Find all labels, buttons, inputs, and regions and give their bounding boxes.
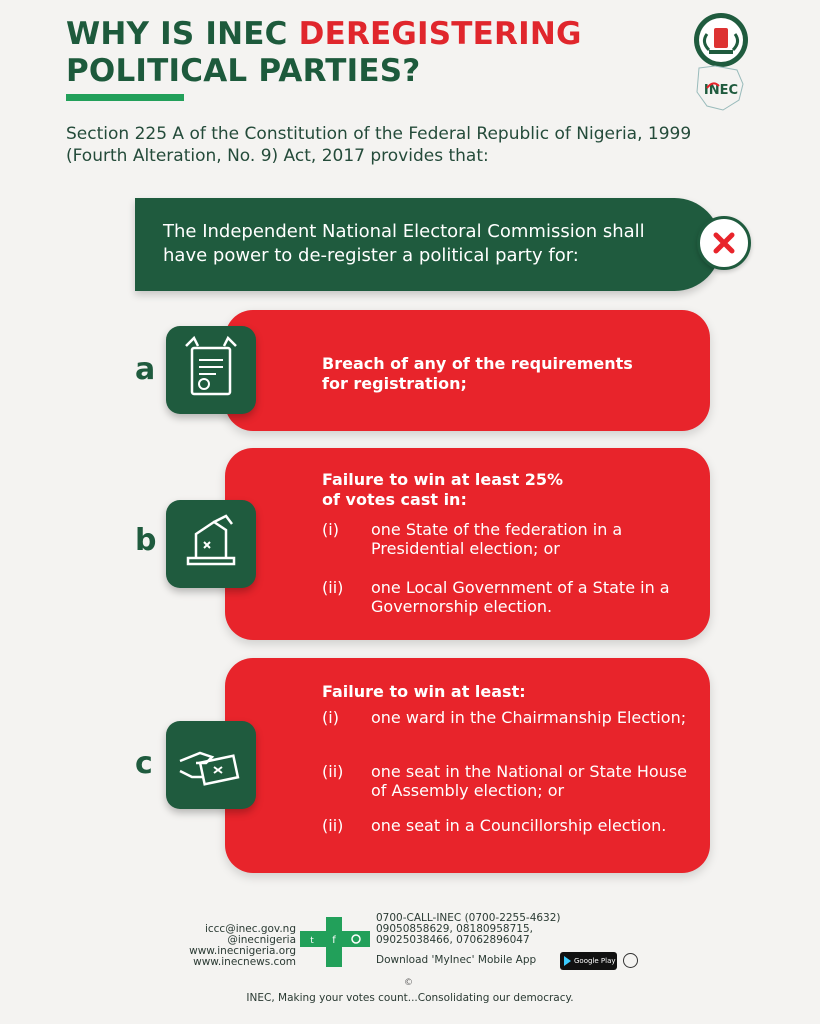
footer-handle[interactable]: @inecnigeria — [227, 934, 296, 946]
ballot-box-icon — [166, 500, 256, 588]
blackberry-icon[interactable] — [623, 953, 638, 968]
title-line1-prefix: WHY IS INEC — [66, 16, 299, 52]
item-b-letter: b — [135, 523, 157, 558]
title-underline — [66, 94, 184, 101]
download-app-text: Download 'MyInec' Mobile App — [376, 954, 537, 966]
item-b-sub-2-num: (ii) — [322, 578, 344, 597]
social-cross-icon — [300, 917, 370, 967]
svg-text:INEC: INEC — [703, 83, 739, 98]
item-b-sub-1-text: one State of the federation in a Presidential election; or — [371, 520, 623, 558]
item-a-heading: Breach of any of the requirements for registration; — [322, 354, 633, 393]
item-c-card — [225, 658, 710, 873]
item-c-sub-1-num: (i) — [322, 708, 339, 727]
title-line2: POLITICAL PARTIES? — [66, 53, 421, 89]
title-line1-accent: DEREGISTERING — [298, 16, 582, 52]
item-a-card — [225, 310, 710, 431]
inec-logo — [685, 10, 757, 122]
footer-contacts — [160, 924, 296, 968]
intro-text: Section 225 A of the Constitution of the Federal Republic of Nigeria, 1999 (Fourth Alteration, No. 9) Act, 2017 provides that: — [66, 124, 692, 166]
power-statement-text: The Independent National Electoral Commission shall have power to de-register a political party for: — [163, 221, 645, 266]
item-b-card — [225, 448, 710, 640]
power-statement-banner — [135, 198, 721, 291]
footer-phone-line-1: 0700-CALL-INEC (0700-2255-4632) — [376, 912, 561, 924]
play-store-icon — [564, 956, 571, 966]
google-play-badge[interactable] — [560, 952, 617, 970]
item-c-sub-3-num: (ii) — [322, 816, 344, 835]
footer-phone-line-2: 09050858629, 08180958715, — [376, 923, 533, 935]
coat-of-arms-icon — [685, 10, 757, 122]
page-title — [66, 16, 666, 90]
item-c-sub-1-text: one ward in the Chairmanship Election; — [371, 708, 687, 727]
item-c-sub-2-text: one seat in the National or State House of Assembly election; or — [371, 762, 688, 800]
footer-website-2[interactable]: www.inecnews.com — [193, 956, 296, 968]
certificate-document-icon — [166, 326, 256, 414]
item-b-sub-1-num: (i) — [322, 520, 339, 539]
svg-text:f: f — [332, 935, 336, 946]
footer-website-1[interactable]: www.inecnigeria.org — [189, 945, 296, 957]
google-play-label: Google Play — [574, 957, 616, 965]
copyright-symbol: © — [404, 978, 413, 988]
footer-phones — [376, 913, 616, 946]
item-b-sub-2-text: one Local Government of a State in a Governorship election. — [371, 578, 670, 616]
x-mark-icon — [697, 216, 751, 270]
item-c-sub-2-num: (ii) — [322, 762, 344, 781]
hand-ballot-icon — [166, 721, 256, 809]
svg-text:t: t — [310, 936, 314, 946]
footer-tagline: INEC, Making your votes count...Consolidating our democracy. — [246, 992, 574, 1004]
item-c-letter: c — [135, 746, 153, 781]
footer-phone-line-3: 09025038466, 07062896047 — [376, 934, 530, 946]
item-c-heading: Failure to win at least: — [322, 682, 526, 701]
footer-email[interactable]: iccc@inec.gov.ng — [204, 923, 296, 935]
item-a-letter: a — [135, 352, 156, 387]
item-b-heading: Failure to win at least 25% of votes cast in: — [322, 470, 564, 509]
item-c-sub-3-text: one seat in a Councillorship election. — [371, 816, 667, 835]
